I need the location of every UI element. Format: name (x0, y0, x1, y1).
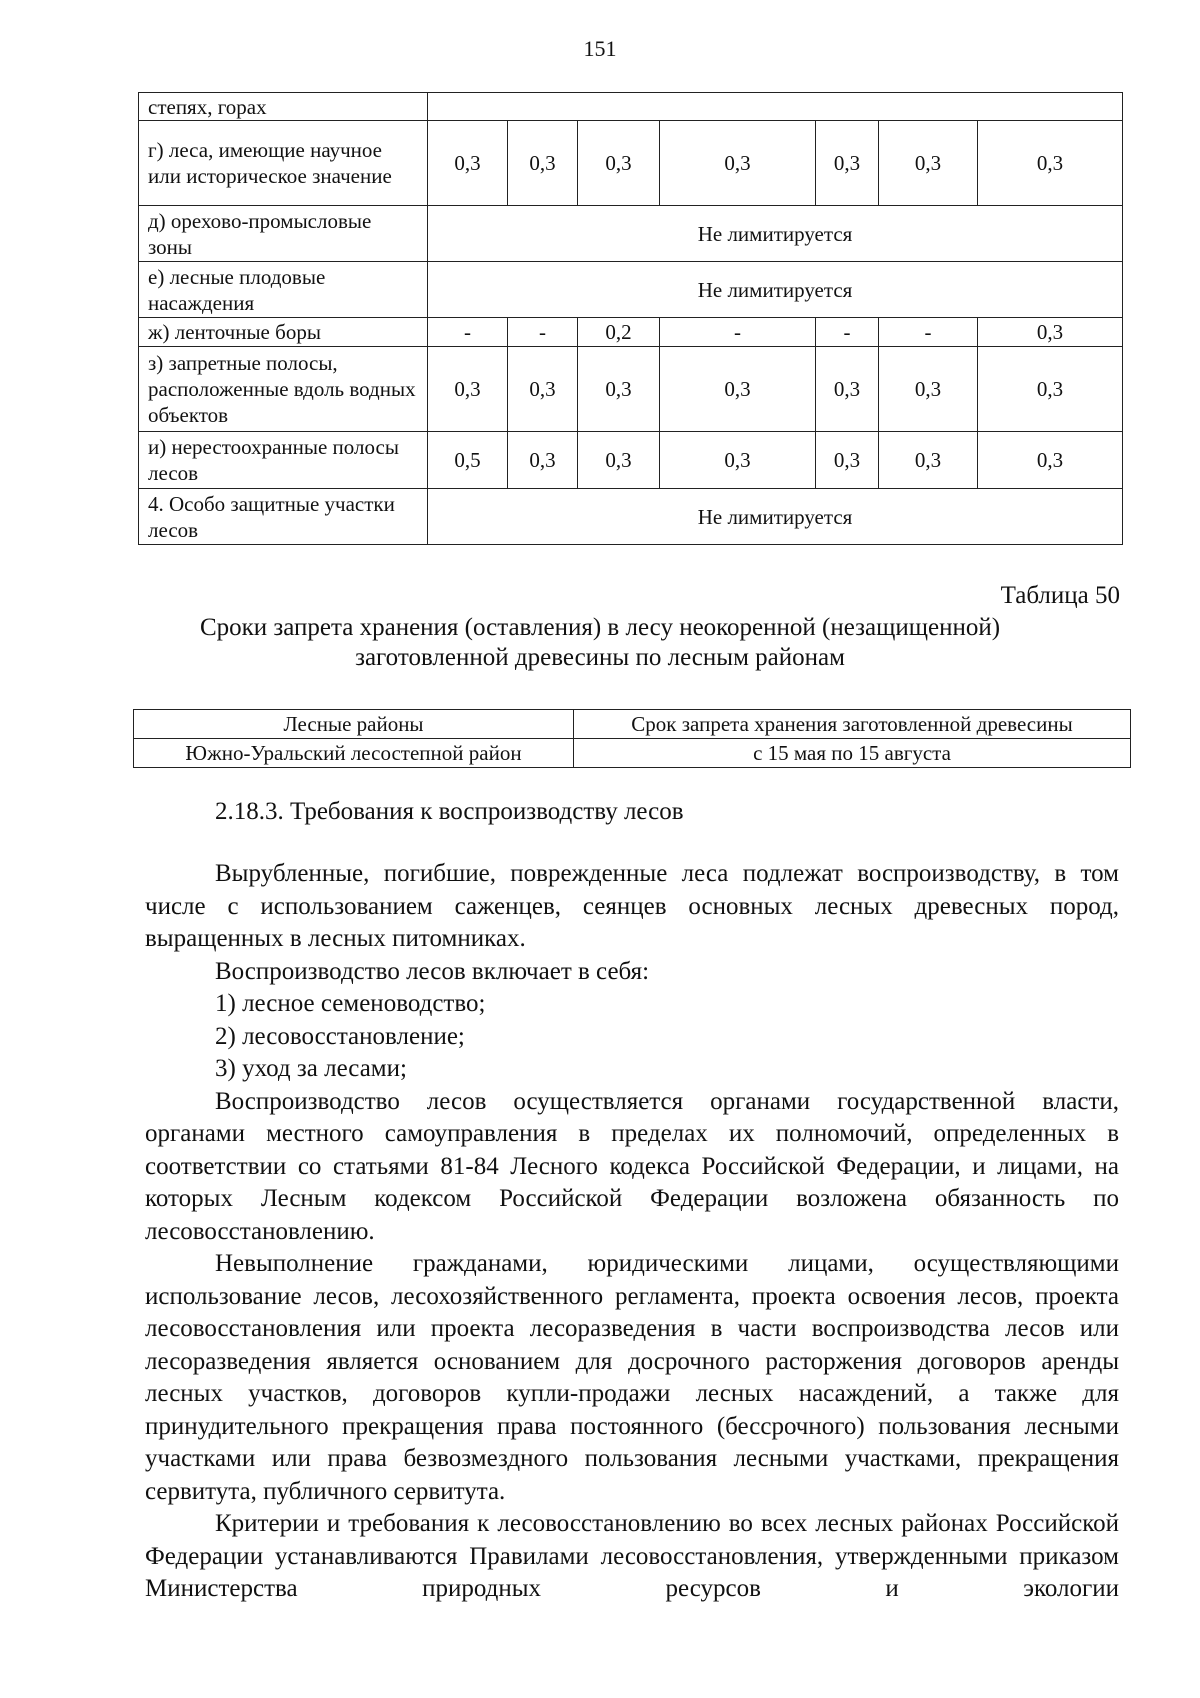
table-cell: 0,3 (508, 121, 578, 206)
table-cell: 0,3 (978, 121, 1123, 206)
list-item: 2) лесовосстановление; (215, 1022, 465, 1050)
table-cell: 0,3 (879, 347, 978, 432)
blank-cell (428, 93, 1123, 121)
table-cell: 0,3 (660, 432, 816, 489)
table-cell: 0,3 (816, 347, 879, 432)
table-row (139, 318, 1123, 347)
paragraph: Критерии и требования к лесовосстановлению во всех лесных районах Российской Федерации устанавливаются Правилами лесовосстановления, утвержденными приказом Министерства природных ресурсов и экологии (145, 1510, 1119, 1602)
table-cell: 0,3 (578, 121, 660, 206)
section-heading: 2.18.3. Требования к воспроизводству лесов (215, 798, 684, 825)
row-label: д) орехово-промысловые зоны (139, 206, 428, 262)
table-cell: - (660, 318, 816, 347)
table-row (139, 93, 1123, 121)
table-number: Таблица 50 (1000, 582, 1120, 609)
table-cell: 0,3 (660, 121, 816, 206)
list-item: 1) лесное семеноводство; (215, 990, 486, 1017)
table-row (139, 432, 1123, 489)
column-header: Срок запрета хранения заготовленной древесины (574, 710, 1131, 739)
row-label: г) леса, имеющие научное или историческое значение (139, 121, 428, 206)
row-label: 4. Особо защитные участки лесов (139, 489, 428, 545)
table-cell: 0,3 (978, 347, 1123, 432)
table-row (134, 739, 1131, 768)
table-caption (0, 613, 1200, 673)
table-cell: - (879, 318, 978, 347)
table-cell: с 15 мая по 15 августа (574, 739, 1131, 768)
table-row (139, 262, 1123, 318)
not-limited-cell: Не лимитируется (428, 206, 1123, 262)
table-cell: 0,3 (428, 347, 508, 432)
table-row (139, 206, 1123, 262)
storage-ban-table (133, 709, 1131, 768)
table-cell: - (508, 318, 578, 347)
table-caption-line: заготовленной древесины по лесным районам (355, 644, 845, 671)
body-text (145, 858, 1119, 1606)
table-cell: Южно-Уральский лесостепной район (134, 739, 574, 768)
table-header-row (134, 710, 1131, 739)
table-cell: 0,3 (816, 432, 879, 489)
page-number: 151 (583, 36, 617, 61)
forest-limits-table (138, 92, 1123, 545)
paragraph: Невыполнение гражданами, юридическими лицами, осуществляющими использование лесов, лесохозяйственного регламента, проекта освоения лесов, проекта лесовосстановления или проекта лесоразведения в части воспроизводства лесов или лесоразведения является основанием для досрочного расторжения договоров аренды лесных участков, договоров купли-продажи лесных насаждений, а также для принудительного прекращения права постоянного (бессрочного) пользования лесными участками или права безвозмездного пользования лесными участками, прекращения сервитута, публичного сервитута. (145, 1250, 1119, 1505)
table-cell: 0,5 (428, 432, 508, 489)
table-row (139, 347, 1123, 432)
table-cell: 0,3 (978, 432, 1123, 489)
table-cell: 0,3 (879, 432, 978, 489)
row-label: з) запретные полосы, расположенные вдоль водных объектов (139, 347, 428, 432)
table-cell: 0,3 (816, 121, 879, 206)
not-limited-cell: Не лимитируется (428, 489, 1123, 545)
table-cell: 0,3 (508, 347, 578, 432)
table-cell: 0,2 (578, 318, 660, 347)
table-caption-line: Сроки запрета хранения (оставления) в лесу неокоренной (незащищенной) (199, 614, 1001, 641)
list-item: 3) уход за лесами; (215, 1055, 407, 1082)
table-cell: - (428, 318, 508, 347)
paragraph: Воспроизводство лесов включает в себя: (215, 957, 650, 985)
row-label: е) лесные плодовые насаждения (139, 262, 428, 318)
table-row (139, 489, 1123, 545)
table-cell: 0,3 (660, 347, 816, 432)
table-cell: 0,3 (508, 432, 578, 489)
table-cell: 0,3 (578, 347, 660, 432)
paragraph: Воспроизводство лесов осуществляется органами государственной власти, органами местного самоуправления в пределах их полномочий, определенных в соответствии со статьями 81-84 Лесного кодекса Российской Федерации, и лицами, на которых Лесным кодексом Российской Федерации возложена обязанность по лесовосстановлению. (145, 1087, 1119, 1245)
row-label: ж) ленточные боры (139, 318, 428, 347)
row-label: и) нерестоохранные полосы лесов (139, 432, 428, 489)
table-cell: 0,3 (578, 432, 660, 489)
table-cell: 0,3 (978, 318, 1123, 347)
table-cell: 0,3 (428, 121, 508, 206)
table-cell: 0,3 (879, 121, 978, 206)
table-cell: - (816, 318, 879, 347)
table-row (139, 121, 1123, 206)
paragraph: Вырубленные, погибшие, поврежденные леса подлежат воспроизводству, в том числе с использованием саженцев, сеянцев основных лесных древесных пород, выращенных в лесных питомниках. (145, 860, 1119, 952)
row-label: степях, горах (139, 93, 428, 121)
column-header: Лесные районы (134, 710, 574, 739)
not-limited-cell: Не лимитируется (428, 262, 1123, 318)
